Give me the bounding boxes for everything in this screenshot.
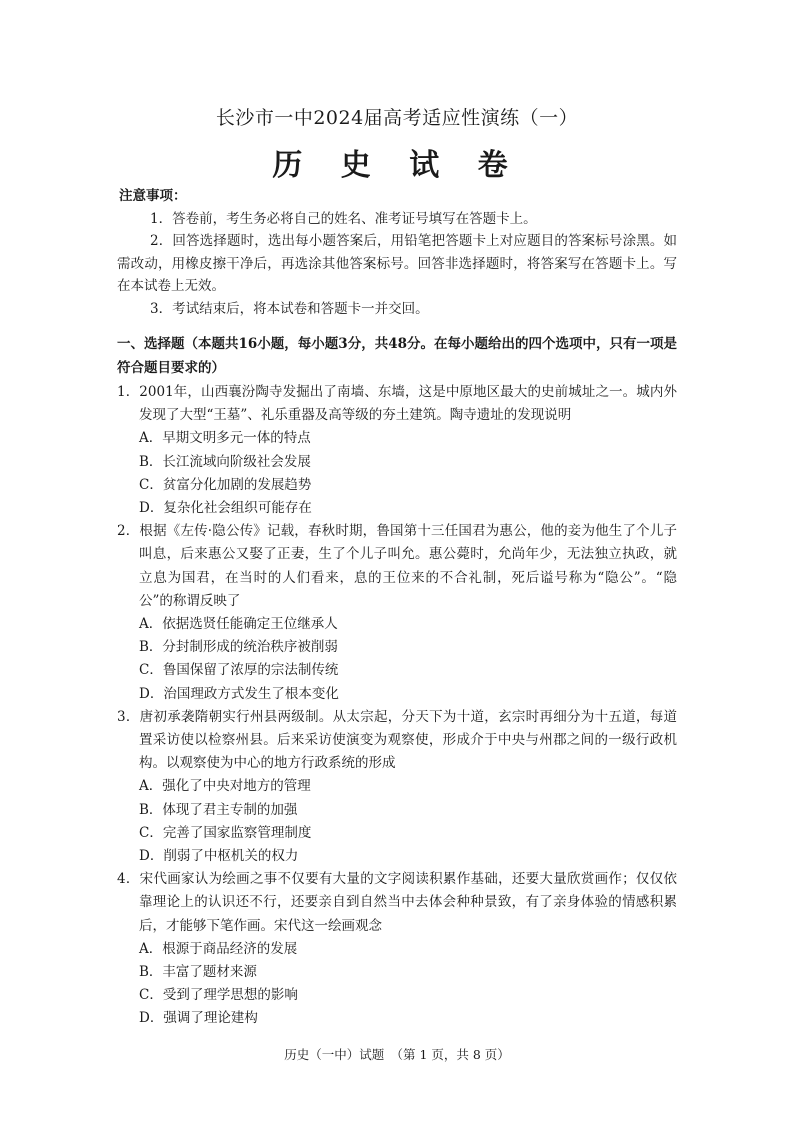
instruction-item: 3．考试结束后，将本试卷和答题卡一并交回。 [150,300,429,317]
option-d: D．强调了理论建构 [139,1010,258,1027]
option-b: B．分封制形成的统治秩序被削弱 [139,639,338,656]
option-d: D．复杂化社会组织可能存在 [139,500,312,517]
exam-title: 长沙市一中2024届高考适应性演练（一） [215,107,579,129]
question-stem: 3．唐初承袭隋朝实行州县两级制。从太宗起，分天下为十道，玄宗时再细分为十五道，每道置采访使以检察州县。后来采访使演变为观察使，形成介于中央与州郡之间的一级行政机构。以观察使为中心的地方行政系统的形成 [117,708,677,772]
question-stem: 1．2001年，山西襄汾陶寺发掘出了南墙、东墙，这是中原地区最大的史前城址之一。城内外发现了大型“王墓”、礼乐重器及高等级的夯土建筑。陶寺遗址的发现说明 [117,384,677,424]
option-c: C．鲁国保留了浓厚的宗法制传统 [139,662,339,679]
page-footer: 历史（一中）试题 （第 1 页，共 8 页） [284,1047,510,1062]
option-b: B．丰富了题材来源 [139,964,257,981]
option-d: D．削弱了中枢机关的权力 [139,848,299,865]
option-b: B．长江流域向阶级社会发展 [139,453,311,470]
option-c: C．受到了理学思想的影响 [139,987,298,1004]
option-a: A．依据选贤任能确定王位继承人 [139,616,338,633]
option-c: C．完善了国家监察管理制度 [139,824,312,841]
question-2 [117,520,677,706]
section-heading: 一、选择题（本题共16小题，每小题3分，共48分。在每小题给出的四个选项中，只有一项是符合题目要求的） [117,336,677,376]
question-1 [117,381,677,520]
instruction-item: 2．回答选择题时，选出每小题答案后，用铅笔把答题卡上对应题目的答案标号涂黑。如需改动，用橡皮擦干净后，再选涂其他答案标号。回答非选择题时，将答案写在答题卡上。写在本试卷上无效。 [117,233,677,294]
option-a: A．根源于商品经济的发展 [139,940,298,957]
option-a: A．早期文明多元一体的特点 [139,430,311,447]
instructions [117,185,677,320]
question-list [117,381,677,1031]
question-stem: 4．宋代画家认为绘画之事不仅要有大量的文字阅读积累作基础，还要大量欣赏画作；仅仅依靠理论上的认识还不行，还要亲自到自然当中去体会种种景致，有了亲身体验的情感积累后，才能够下笔作画。宋代这一绘画观念 [117,871,677,934]
instructions-heading: 注意事项： [119,188,187,204]
question-4 [117,868,677,1030]
option-b: B．体现了君主专制的加强 [139,801,298,818]
option-c: C．贫富分化加剧的发展趋势 [139,476,312,493]
question-3 [117,706,677,868]
option-d: D．治国理政方式发生了根本变化 [139,685,339,702]
subject-title: 历 史 试 卷 [272,148,522,183]
instruction-item: 1．答卷前，考生务必将自己的姓名、准考证号填写在答题卡上。 [150,210,537,227]
option-a: A．强化了中央对地方的管理 [139,778,311,795]
question-stem: 2．根据《左传·隐公传》记载，春秋时期，鲁国第十三任国君为惠公，他的妾为他生了个儿子叫息，后来惠公又娶了正妻，生了个儿子叫允。惠公薨时，允尚年少，无法独立执政，就立息为国君，在当时的人们看来，息的王位来的不合礼制，死后谥号称为“隐公”。“隐公”的称谓反映了 [117,523,677,609]
